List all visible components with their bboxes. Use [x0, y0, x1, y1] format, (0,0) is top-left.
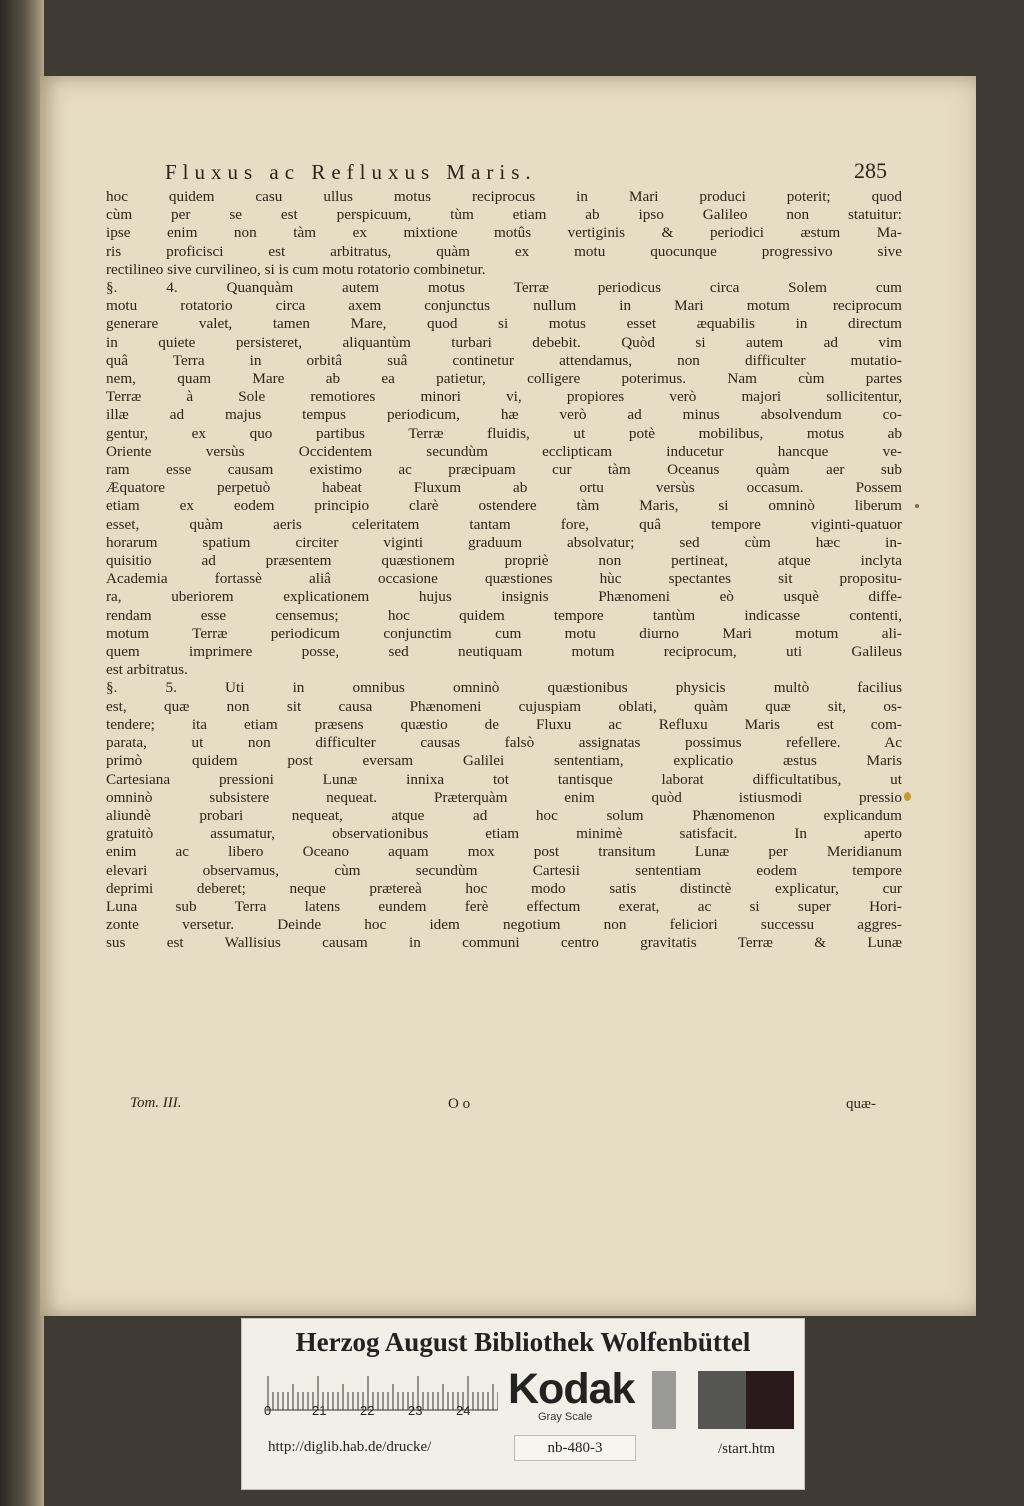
text-line: gratuitò assumatur, observationibus etiam minimè satisfacit. In aperto	[106, 825, 902, 843]
ruler-numbers	[264, 1403, 514, 1421]
gray-patch-light	[652, 1371, 676, 1429]
text-line: ram esse causam existimo ac præcipuam cur tàm Oceanus quàm aer sub	[106, 461, 902, 479]
text-line: quem imprimere posse, sed neutiquam motum reciprocum, uti Galileus	[106, 643, 902, 661]
ruler-number: 23	[408, 1403, 423, 1418]
text-line: est, quæ non sit causa Phænomeni cujuspiam oblati, quàm quæ sit, os-	[106, 697, 902, 715]
text-line: motu rotatorio circa axem conjunctus nullum in Mari motum reciprocum	[106, 297, 902, 315]
text-line: cùm per se est perspicuum, tùm etiam ab ipso Galileo non statuitur:	[106, 206, 902, 224]
page-number: 285	[854, 158, 887, 183]
text-line: illæ ad majus tempus periodicum, hæ verò ad minus absolvendum co-	[106, 406, 902, 424]
text-line: quisitio ad præsentem quæstionem propriè non pertineat, atque inclyta	[106, 552, 902, 570]
text-line: ris proficisci est arbitratus, quàm ex motu quocunque progressivo sive	[106, 242, 902, 260]
catchword: quæ-	[846, 1096, 876, 1112]
text-line: Luna sub Terra latens eundem ferè effectum exerat, ac si super Hori-	[106, 897, 902, 915]
text-line: generare valet, tamen Mare, quod si motus esset æquabilis in directum	[106, 315, 902, 333]
text-line: Terræ à Sole remotiores minori vi, propiores verò majori sollicitentur,	[106, 388, 902, 406]
paper-stain	[904, 792, 911, 801]
text-line: §. 5. Uti in omnibus omninò quæstionibus physicis multò facilius	[106, 679, 902, 697]
text-line: hoc quidem casu ullus motus reciprocus in Mari produci poterit; quod	[106, 188, 902, 205]
text-line: primò quidem post eversam Galilei sententiam, explicatio æstus Maris	[106, 752, 902, 770]
running-head: Fluxus ac Refluxus Maris.	[165, 160, 537, 184]
kodak-logo: Kodak	[508, 1365, 635, 1413]
text-line: etiam ex eodem principio clarè ostendere tàm Maris, si omninò liberum	[106, 497, 902, 515]
text-line: tendere; ita etiam præsens quæstio de Fluxu ac Refluxu Maris est com-	[106, 715, 902, 733]
text-line: in quiete persisteret, aliquantùm turbari debebit. Quòd si autem ad vim	[106, 333, 902, 351]
text-line: omninò subsistere nequeat. Præterquàm enim quòd istiusmodi pressio	[106, 788, 902, 806]
text-line: aliundè probari nequeat, atque ad hoc solum Phænomenon explicandum	[106, 806, 902, 824]
text-line: est arbitratus.	[106, 661, 188, 679]
text-line: Æquatore perpetuò habeat Fluxum ab ortu versùs occasum. Possem	[106, 479, 902, 497]
text-line: rectilineo sive curvilineo, si is cum motu rotatorio combinetur.	[106, 260, 486, 278]
ruler-number: 24	[456, 1403, 471, 1418]
text-line: motum Terræ periodicum conjunctim cum motu diurno Mari motum ali-	[106, 624, 902, 642]
text-line: deprimi deberet; neque prætereà hoc modo satis distinctè explicatur, cur	[106, 879, 902, 897]
text-line: parata, ut non difficulter causas falsò assignatas possimus refellere. Ac	[106, 734, 902, 752]
gray-scale-label: Gray Scale	[538, 1411, 593, 1423]
text-line: Oriente versùs Occidentem secundùm ecclipticam inducetur hancque ve-	[106, 442, 902, 460]
library-name: Herzog August Bibliothek Wolfenbüttel	[295, 1327, 751, 1357]
text-line: quâ Terra in orbitâ suâ continetur attendamus, non difficulter mutatio-	[106, 351, 902, 369]
text-line: nem, quam Mare ab ea patietur, colligere poterimus. Nam cùm partes	[106, 370, 902, 388]
book-spine-edge	[0, 0, 44, 1506]
text-line: §. 4. Quanquàm autem motus Terræ periodicus circa Solem cum	[106, 279, 902, 297]
shelfmark-id: nb-480-3	[514, 1435, 636, 1461]
text-line: zonte versetur. Deinde hoc idem negotium non feliciori successu aggres-	[106, 916, 902, 934]
gray-patch-dark	[746, 1371, 794, 1429]
text-line: sus est Wallisius causam in communi centro gravitatis Terræ & Lunæ	[106, 934, 902, 952]
gathering-mark: O o	[448, 1096, 471, 1112]
ruler-number: 21	[312, 1403, 327, 1418]
text-line: Cartesiana pressioni Lunæ innixa tot tantisque laborat difficultatibus, ut	[106, 770, 902, 788]
library-url: http://diglib.hab.de/drucke/	[268, 1439, 432, 1455]
gray-patch-mid	[698, 1371, 746, 1429]
text-line: rendam esse censemus; hoc quidem tempore tantùm indicasse contenti,	[106, 606, 902, 624]
library-scan-card	[241, 1318, 805, 1490]
paper-stain	[915, 504, 919, 508]
signature-mark: Tom. III.	[130, 1095, 182, 1111]
start-page-link: /start.htm	[718, 1441, 776, 1457]
text-line: gentur, ex quo partibus Terræ fluidis, ut potè mobilibus, motus ab	[106, 424, 902, 442]
ruler-number: 22	[360, 1403, 375, 1418]
text-line: ra, uberiorem explicationem hujus insignis Phænomeni eò usquè diffe-	[106, 588, 902, 606]
text-line: horarum spatium circiter viginti graduum absolvatur; sed cùm hæc in-	[106, 533, 902, 551]
body-text	[106, 188, 902, 953]
text-line: ipse enim non tàm ex mixtione motûs vertiginis & periodici æstum Ma-	[106, 224, 902, 242]
ruler-number: 0	[264, 1403, 272, 1418]
text-line: esset, quàm aeris celeritatem tantam fore, quâ tempore viginti-quatuor	[106, 515, 902, 533]
text-line: enim ac libero Oceano aquam mox post transitum Lunæ per Meridianum	[106, 843, 902, 861]
text-line: elevari observamus, cùm secundùm Cartesii sententiam eodem tempore	[106, 861, 902, 879]
text-line: Academia fortassè aliâ occasione quæstiones hùc spectantes sit propositu-	[106, 570, 902, 588]
